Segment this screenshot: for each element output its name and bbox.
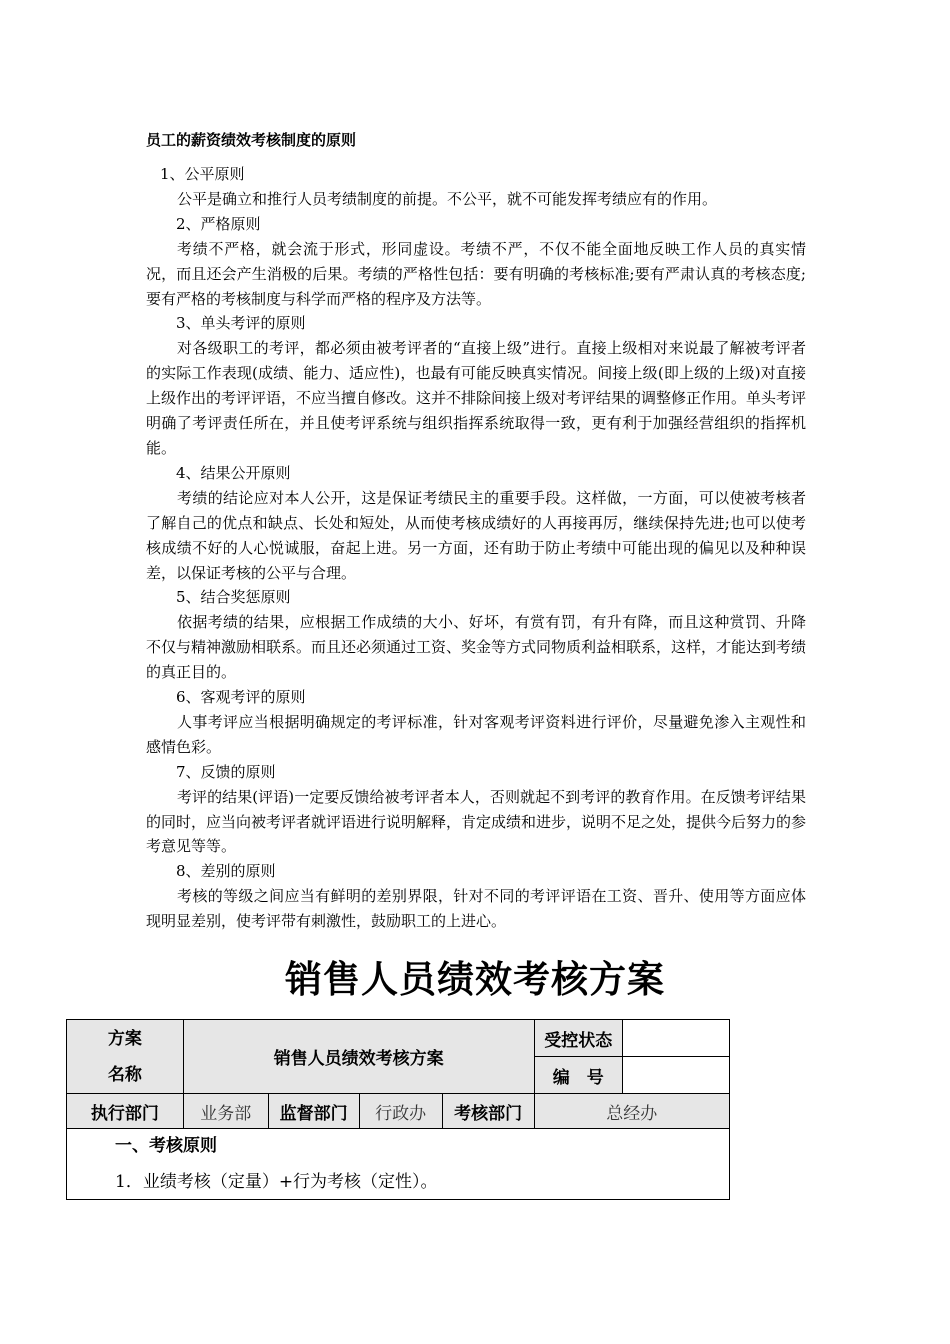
section-title: 6、客观考评的原则 (176, 688, 306, 707)
section-title: 3、单头考评的原则 (176, 314, 306, 333)
section-line: 1．业绩考核（定量）+行为考核（定性）。 (115, 1172, 438, 1192)
section-title: 4、结果公开原则 (176, 463, 291, 482)
assess-dept-value: 总经办 (534, 1094, 729, 1129)
section-title: 7、反馈的原则 (176, 762, 276, 781)
control-status-value (622, 1020, 729, 1057)
plan-name-value: 销售人员绩效考核方案 (183, 1020, 534, 1094)
number-label: 编 号 (534, 1057, 622, 1094)
section-title: 2、严格原则 (176, 214, 261, 233)
assessment-principles-cell (67, 1129, 730, 1200)
section-text: 考绩不严格，就会流于形式，形同虚设。考绩不严，不仅不能全面地反映工作人员的真实情况，而且还会产生消极的后果。考绩的严格性包括：要有明确的考核标准;要有严肃认真的考核态度;要有严格的考核制度与科学而严格的程序及方法等。 (146, 239, 806, 308)
section-text: 公平是确立和推行人员考绩制度的前提。不公平，就不可能发挥考绩应有的作用。 (177, 189, 718, 208)
section-text: 人事考评应当根据明确规定的考评标准，针对客观考评资料进行评价，尽量避免渗入主观性和感情色彩。 (146, 712, 806, 756)
plan-info-table (66, 1019, 730, 1200)
page-title: 员工的薪资绩效考核制度的原则 (146, 131, 357, 149)
section-title: 1、公平原则 (160, 165, 245, 183)
exec-dept-label: 执行部门 (67, 1094, 184, 1129)
section-text: 考核的等级之间应当有鲜明的差别界限，针对不同的考评评语在工资、晋升、使用等方面应体现明显差别，使考评带有刺激性，鼓励职工的上进心。 (146, 887, 806, 931)
document-title: 销售人员绩效考核方案 (285, 958, 665, 1001)
supervise-dept-value: 行政办 (359, 1094, 442, 1129)
section-text: 对各级职工的考评，都必须由被考评者的“直接上级”进行。直接上级相对来说最了解被考评者的实际工作表现(成绩、能力、适应性)，也最有可能反映真实情况。间接上级(即上级的上级)对直接上级作出的考评评语，不应当擅自修改。这并不排除间接上级对考评结果的调整修正作用。单头考评明确了考评责任所在，并且使考评系统与组织指挥系统取得一致，更有利于加强经营组织的指挥机能。 (146, 339, 807, 457)
supervise-dept-label: 监督部门 (268, 1094, 359, 1129)
section-text: 依据考绩的结果，应根据工作成绩的大小、好坏，有赏有罚，有升有降，而且这种赏罚、升降不仅与精神激励相联系。而且还必须通过工资、奖金等方式同物质利益相联系，这样，才能达到考绩的真正目的。 (146, 613, 807, 682)
control-status-label: 受控状态 (534, 1020, 622, 1057)
assess-dept-label: 考核部门 (442, 1094, 534, 1129)
section-title: 8、差别的原则 (176, 862, 276, 881)
plan-name-label: 方案 名称 (67, 1020, 184, 1094)
principles-body (146, 162, 806, 934)
section-title: 5、结合奖惩原则 (176, 588, 291, 607)
section-text: 考绩的结论应对本人公开，这是保证考绩民主的重要手段。这样做，一方面，可以使被考核者了解自己的优点和缺点、长处和短处，从而使考核成绩好的人再接再厉，继续保持先进;也可以使考核成绩不好的人心悦诚服，奋起上进。另一方面，还有助于防止考绩中可能出现的偏见以及种种误差，以保证考核的公平与合理。 (146, 488, 806, 582)
exec-dept-value: 业务部 (183, 1094, 268, 1129)
number-value (622, 1057, 729, 1094)
section-heading: 一、考核原则 (115, 1136, 217, 1156)
section-text: 考评的结果(评语)一定要反馈给被考评者本人，否则就起不到考评的教育作用。在反馈考评结果的同时，应当向被考评者就评语进行说明解释，肯定成绩和进步，说明不足之处，提供今后努力的参考意见等等。 (146, 787, 807, 856)
